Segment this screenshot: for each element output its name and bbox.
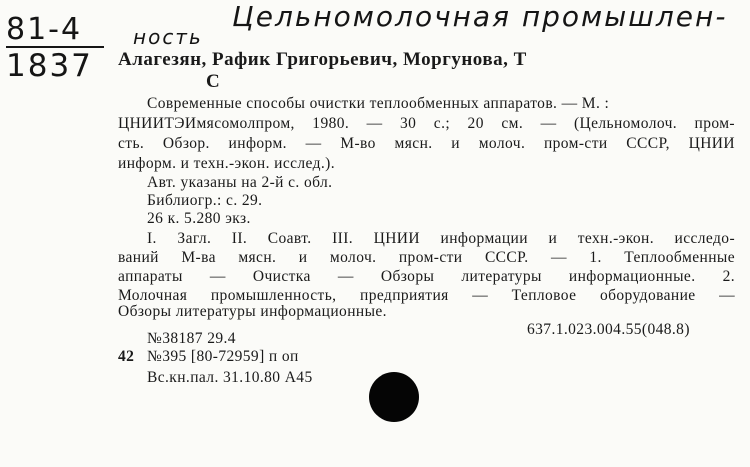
- tracing-line: Обзоры литературы информационные.: [118, 303, 387, 320]
- series-line: сть. Обзор. информ. — М-во мясн. и молоч. пром-сти СССР, ЦНИИ: [118, 135, 735, 152]
- title-line: Современные способы очистки теплообменных аппаратов. — М. :: [147, 95, 610, 112]
- tracing-line: Молочная промышленность, предприятия — Тепловое оборудование —: [118, 287, 735, 304]
- registration-number: №395 [80-72959] п оп: [147, 348, 299, 365]
- note-authors: Авт. указаны на 2-й с. обл.: [147, 174, 333, 191]
- imprint-line: ЦНИИТЭИмясомолпром, 1980. — 30 с.; 20 см. — (Цельномолоч. пром-: [118, 115, 735, 132]
- handwritten-call-number-top: 81-4: [6, 12, 83, 47]
- punch-hole: [369, 372, 419, 422]
- note-bibliography: Библиогр.: с. 29.: [147, 192, 263, 209]
- note-price-copies: 26 к. 5.280 экз.: [147, 210, 251, 227]
- tracing-line: ваний М-ва мясн. и молоч. пром-сти СССР. — 1. Теплообменные: [118, 249, 735, 266]
- handwritten-call-number-bottom: 1837: [6, 48, 93, 84]
- author-heading: Алагезян, Рафик Григорьевич, Моргунова, Т: [118, 49, 527, 70]
- handwritten-subject-line-1: Цельномолочная промышлен-: [232, 0, 728, 33]
- handwritten-subject-line-2: ность: [133, 25, 203, 49]
- series-line-end: информ. и техн.-экон. исслед.).: [118, 155, 336, 172]
- tracing-line: аппараты — Очистка — Обзоры литературы информационные. 2.: [118, 268, 735, 285]
- udc-classification: 637.1.023.004.55(048.8): [527, 321, 690, 338]
- chamber-date: Вс.кн.пал. 31.10.80 А45: [147, 369, 313, 386]
- author-heading-continuation: С: [206, 71, 221, 92]
- card-prefix: 42: [118, 348, 135, 365]
- tracing-line: I. Загл. II. Соавт. III. ЦНИИ информации и техн.-экон. исследо-: [147, 230, 735, 247]
- card-number: №38187 29.4: [147, 330, 236, 347]
